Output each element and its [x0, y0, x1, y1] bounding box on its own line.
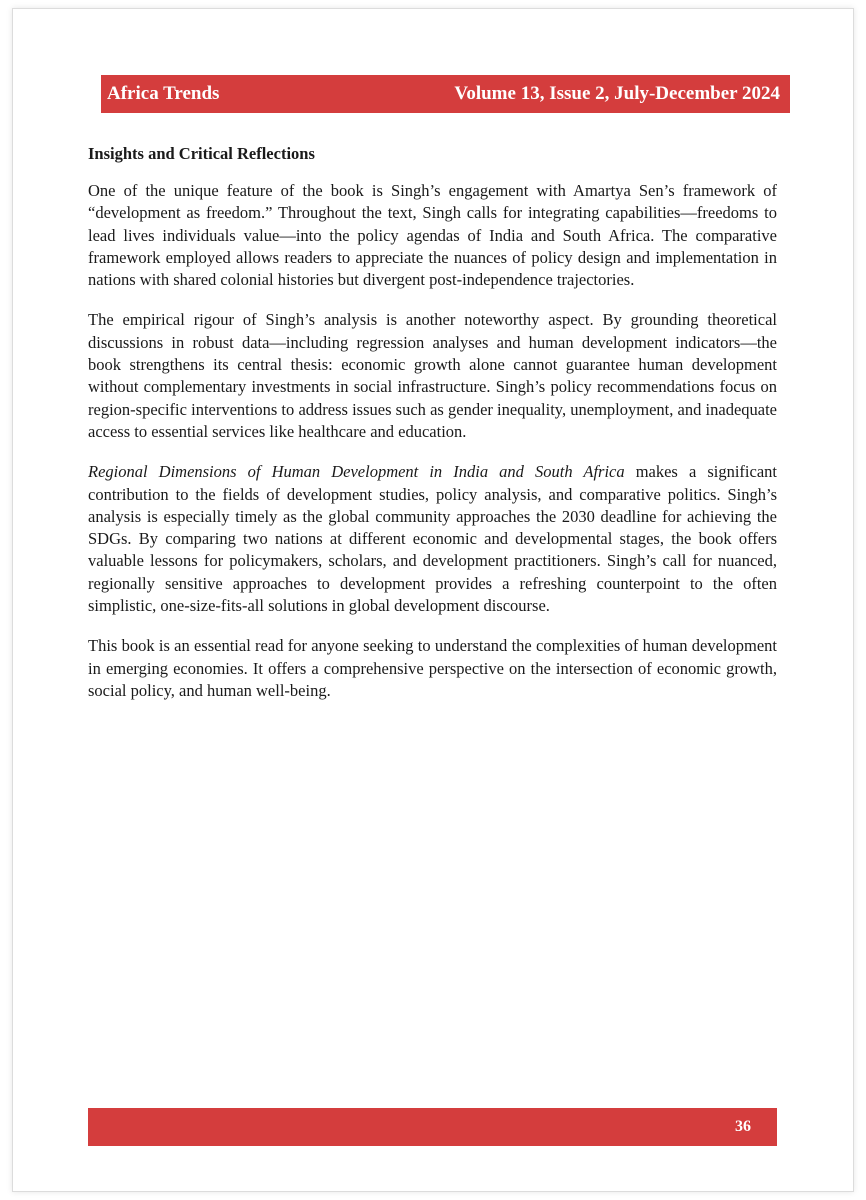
running-footer [88, 1108, 777, 1146]
paragraph-1: One of the unique feature of the book is Singh’s engagement with Amartya Sen’s framework of “development as freedom.” Throughout the text, Singh calls for integrating capabilities—freedoms to lead lives individuals value—into the policy agendas of India and South Africa. The comparative framework employed allows readers to appreciate the nuances of policy design and implementation in nations with shared colonial histories but divergent post-independence trajectories. [88, 181, 777, 290]
running-header [101, 75, 790, 113]
issue-info: Volume 13, Issue 2, July-December 2024 [454, 83, 780, 104]
paragraph-3 [88, 461, 777, 617]
section-heading: Insights and Critical Reflections [88, 144, 315, 163]
paragraph-3-text: makes a significant contribution to the fields of development studies, policy analysis, and comparative politics. Singh’s analysis is especially timely as the global community approaches the 2030 deadline for achieving the SDGs. By comparing two nations at different economic and developmental stages, the book offers valuable lessons for policymakers, scholars, and development practitioners. Singh’s call for nuanced, regionally sensitive approaches to development provides a refreshing counterpoint to the often simplistic, one-size-fits-all solutions in global development discourse. [88, 462, 777, 616]
book-title: Regional Dimensions of Human Development in India and South Africa [88, 462, 625, 482]
paragraph-2: The empirical rigour of Singh’s analysis is another noteworthy aspect. By grounding theoretical discussions in robust data—including regression analyses and human development indicators—the book strengthens its central thesis: economic growth alone cannot guarantee human development without complementary investments in social infrastructure. Singh’s policy recommendations focus on region-specific interventions to address issues such as gender inequality, unemployment, and inadequate access to essential services like healthcare and education. [88, 310, 777, 441]
page-number: 36 [735, 1118, 751, 1135]
journal-title: Africa Trends [107, 83, 220, 104]
paragraph-4: This book is an essential read for anyone seeking to understand the complexities of human development in emerging economies. It offers a comprehensive perspective on the intersection of economic growth, social policy, and human well-being. [88, 636, 777, 700]
article-body [88, 143, 777, 720]
